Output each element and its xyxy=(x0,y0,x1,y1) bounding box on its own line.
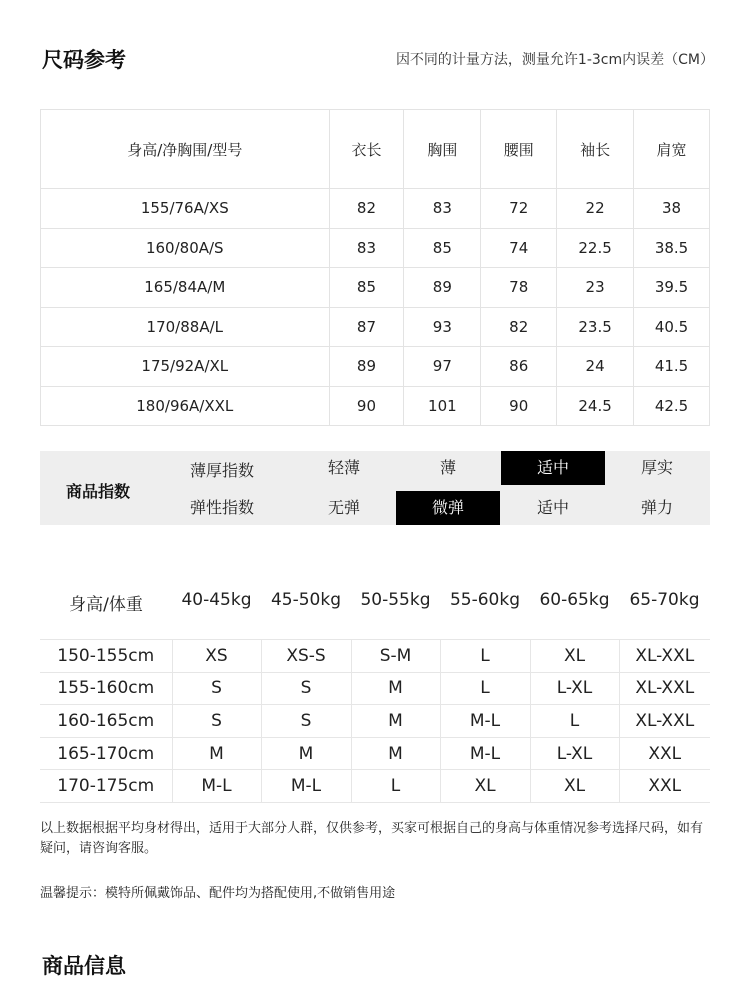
table-row xyxy=(40,705,710,738)
table-cell: 150-155cm xyxy=(40,640,172,673)
table-cell: 22.5 xyxy=(557,228,634,268)
table-row xyxy=(40,640,710,673)
table-cell: XL-XXL xyxy=(619,672,710,705)
elasticity-option-stretch: 弹力 xyxy=(640,498,673,517)
table-cell: 170-175cm xyxy=(40,770,172,803)
data-source-note: 以上数据根据平均身材得出，适用于大部分人群，仅供参考，买家可根据自己的身高与体重情况参考选择尺码，如有疑问，请咨询客服。 xyxy=(40,821,704,856)
table-cell: 82 xyxy=(329,189,404,229)
header-length: 衣长 xyxy=(329,110,404,189)
table-cell: S-M xyxy=(351,640,440,673)
table-cell: 74 xyxy=(481,228,557,268)
table-cell: M xyxy=(351,705,440,738)
table-cell: 38 xyxy=(634,189,710,229)
table-cell: S xyxy=(261,705,351,738)
table-cell: M-L xyxy=(440,737,530,770)
table-cell: M xyxy=(351,672,440,705)
table-cell: 82 xyxy=(481,307,557,347)
header-sleeve: 袖长 xyxy=(557,110,634,189)
table-cell: L-XL xyxy=(530,672,619,705)
table-row xyxy=(40,737,710,770)
table-cell: 24 xyxy=(557,347,634,387)
table-cell: L xyxy=(351,770,440,803)
table-cell: 160-165cm xyxy=(40,705,172,738)
warm-tip-note: 温馨提示：模特所佩戴饰品、配件均为搭配使用,不做销售用途 xyxy=(40,886,396,901)
table-cell: L xyxy=(440,672,530,705)
table-cell: 39.5 xyxy=(634,268,710,308)
table-row xyxy=(41,228,710,268)
table-cell: M-L xyxy=(261,770,351,803)
table-cell: XL xyxy=(440,770,530,803)
table-cell: 78 xyxy=(481,268,557,308)
table-row xyxy=(41,307,710,347)
table-cell: 23 xyxy=(557,268,634,308)
table-cell: 89 xyxy=(329,347,404,387)
table-cell: S xyxy=(261,672,351,705)
elasticity-index-label: 弹性指数 xyxy=(189,498,254,517)
table-row xyxy=(41,268,710,308)
thickness-option-medium-selected: 适中 xyxy=(501,451,605,485)
elasticity-option-slight-selected: 微弹 xyxy=(396,491,500,525)
table-cell: 83 xyxy=(329,228,404,268)
hw-header-weight: 55-60kg xyxy=(449,590,521,610)
table-cell: XL-XXL xyxy=(619,705,710,738)
table-cell: L xyxy=(440,640,530,673)
table-cell: 180/96A/XXL xyxy=(41,386,330,426)
size-table xyxy=(40,109,710,426)
table-cell: XS-S xyxy=(261,640,351,673)
hw-header-height-weight: 身高/体重 xyxy=(69,595,143,615)
table-cell: 85 xyxy=(404,228,481,268)
table-cell: M xyxy=(261,737,351,770)
header-chest: 胸围 xyxy=(404,110,481,189)
table-cell: M xyxy=(172,737,261,770)
table-row xyxy=(41,386,710,426)
hw-header-weight: 45-50kg xyxy=(270,590,342,610)
elasticity-option-none: 无弹 xyxy=(327,498,360,517)
table-cell: 89 xyxy=(404,268,481,308)
table-cell: 93 xyxy=(404,307,481,347)
table-row xyxy=(40,672,710,705)
table-cell: XXL xyxy=(619,770,710,803)
table-cell: L xyxy=(530,705,619,738)
table-cell: XXL xyxy=(619,737,710,770)
table-cell: 90 xyxy=(481,386,557,426)
table-cell: 165-170cm xyxy=(40,737,172,770)
size-reference-title: 尺码参考 xyxy=(42,48,126,72)
hw-header-weight: 65-70kg xyxy=(629,590,700,610)
table-cell: 42.5 xyxy=(634,386,710,426)
product-index-band xyxy=(40,451,710,525)
table-cell: L-XL xyxy=(530,737,619,770)
hw-header-weight: 40-45kg xyxy=(181,590,252,610)
table-cell: 83 xyxy=(404,189,481,229)
table-cell: 170/88A/L xyxy=(41,307,330,347)
table-cell: M-L xyxy=(172,770,261,803)
table-cell: 24.5 xyxy=(557,386,634,426)
table-cell: 38.5 xyxy=(634,228,710,268)
table-cell: 40.5 xyxy=(634,307,710,347)
table-row xyxy=(41,347,710,387)
table-cell: 41.5 xyxy=(634,347,710,387)
table-cell: 155-160cm xyxy=(40,672,172,705)
table-row xyxy=(41,189,710,229)
table-cell: 165/84A/M xyxy=(41,268,330,308)
hw-header-weight: 60-65kg xyxy=(539,590,610,610)
table-cell: XL xyxy=(530,770,619,803)
table-cell: M xyxy=(351,737,440,770)
table-cell: XS xyxy=(172,640,261,673)
header-waist: 腰围 xyxy=(481,110,557,189)
table-cell: 23.5 xyxy=(557,307,634,347)
thickness-option-thin: 薄 xyxy=(439,458,456,477)
table-cell: XL xyxy=(530,640,619,673)
thickness-index-label: 薄厚指数 xyxy=(189,461,254,480)
table-cell: XL-XXL xyxy=(619,640,710,673)
table-cell: 85 xyxy=(329,268,404,308)
table-cell: S xyxy=(172,705,261,738)
height-weight-table xyxy=(40,639,710,803)
table-row xyxy=(40,770,710,803)
product-info-title: 商品信息 xyxy=(42,954,126,978)
table-cell: 175/92A/XL xyxy=(41,347,330,387)
table-cell: 160/80A/S xyxy=(41,228,330,268)
table-cell: 90 xyxy=(329,386,404,426)
table-cell: S xyxy=(172,672,261,705)
hw-header-weight: 50-55kg xyxy=(360,590,431,610)
table-cell: 101 xyxy=(404,386,481,426)
header-size-model: 身高/净胸围/型号 xyxy=(41,110,330,189)
table-cell: 72 xyxy=(481,189,557,229)
thickness-option-thick: 厚实 xyxy=(640,458,673,477)
header-shoulder: 肩宽 xyxy=(634,110,710,189)
thickness-option-light: 轻薄 xyxy=(327,458,360,477)
table-cell: 97 xyxy=(404,347,481,387)
table-cell: 155/76A/XS xyxy=(41,189,330,229)
table-cell: M-L xyxy=(440,705,530,738)
table-cell: 87 xyxy=(329,307,404,347)
elasticity-option-medium: 适中 xyxy=(536,498,569,517)
measurement-note: 因不同的计量方法，测量允许1-3cm内误差（CM） xyxy=(395,52,714,68)
table-cell: 22 xyxy=(557,189,634,229)
table-cell: 86 xyxy=(481,347,557,387)
product-index-title: 商品指数 xyxy=(66,482,131,501)
size-table-header-row xyxy=(41,110,710,189)
